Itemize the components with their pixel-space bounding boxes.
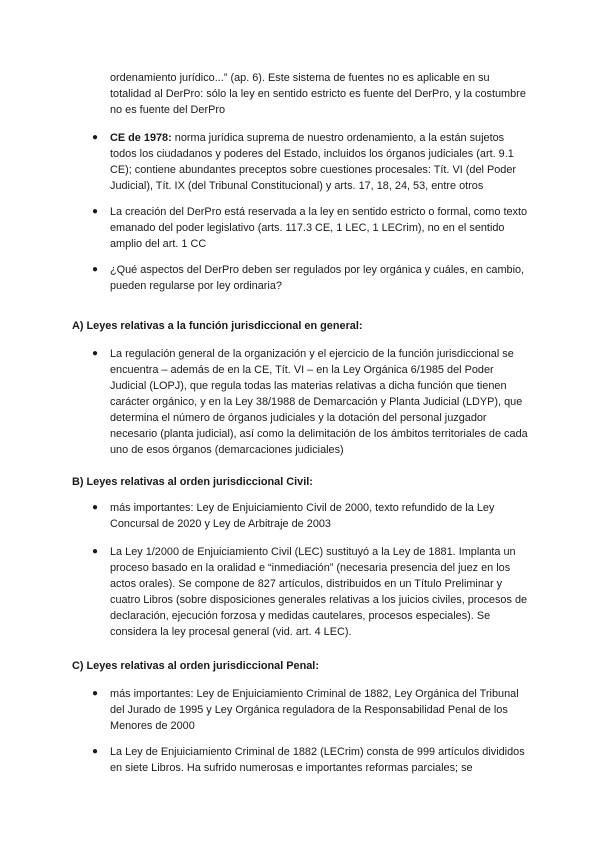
- section-c-bullet-2: La Ley de Enjuiciamiento Criminal de 1882 (LECrim) consta de 999 artículos divididos en siete Libros. Ha sufrido numerosas e importantes reformas parciales; se: [110, 746, 525, 774]
- bullet-reserva-ley: La creación del DerPro está reservada a la ley en sentido estricto o formal, como texto emanado del poder legislativo (arts. 117.3 CE, 1 LEC, 1 LECrim), no en el sentido amplio del art. 1 CC: [110, 206, 528, 250]
- section-b-heading: B) Leyes relativas al orden jurisdiccional Civil:: [72, 476, 313, 488]
- bullet-marker: ●: [92, 688, 99, 699]
- bullet-marker: ●: [92, 502, 99, 513]
- bullet-marker: ●: [92, 206, 99, 217]
- section-a-heading: A) Leyes relativas a la función jurisdiccional en general:: [72, 320, 363, 332]
- section-a-bullet: La regulación general de la organización y el ejercicio de la función jurisdiccional se encuentra – además de en la CE, Tít. VI – en la Ley Orgánica 6/1985 del Poder Judicial (LOPJ), que regula todas las materias relativas a dicha función que tienen carácter orgánico, y en la Ley 38/1988 de Demarcación y Planta Judicial (LDYP), que determina el número de órganos judiciales y la dotación del personal juzgador necesario (planta judicial), así como la delimitación de los ámbitos territoriales de cada uno de esos órganos (demarcaciones judiciales): [110, 348, 528, 456]
- bullet-marker: ●: [92, 264, 99, 275]
- bullet-marker: ●: [92, 132, 99, 143]
- bullet-marker: ●: [92, 546, 99, 557]
- section-b-bullet-1: más importantes: Ley de Enjuiciamiento Civil de 2000, texto refundido de la Ley Concursal de 2020 y Ley de Arbitraje de 2003: [110, 502, 495, 530]
- bullet-pregunta: ¿Qué aspectos del DerPro deben ser regulados por ley orgánica y cuáles, en cambio, pueden regularse por ley ordinaria?: [110, 264, 525, 292]
- bullet-bold-label: CE de 1978:: [110, 132, 172, 144]
- section-b-bullet-2: La Ley 1/2000 de Enjuiciamiento Civil (LEC) sustituyó a la Ley de 1881. Implanta un proceso basado en la oralidad e “inmediación” (necesaria presencia del juez en los actos orales). Se compone de 827 artículos, distribuidos en un Título Preliminar y cuatro Libros (sobre disposiciones generales relativas a los juicios civiles, procesos de declaración, ejecución forzosa y medidas cautelares, procesos especiales). Se considera la ley procesal general (vid. art. 4 LEC).: [110, 546, 528, 638]
- intro-continuation: ordenamiento jurídico...” (ap. 6). Este sistema de fuentes no es aplicable en su totalidad al DerPro: sólo la ley en sentido estricto es fuente del DerPro, y la costumbre no es fuente del DerPro: [110, 72, 526, 116]
- bullet-ce-1978: [110, 130, 530, 194]
- bullet-text: norma jurídica suprema de nuestro ordenamiento, a la están sujetos todos los ciudadanos y poderes del Estado, incluidos los órganos judiciales (art. 9.1 CE); contiene abundantes preceptos sobre cuestiones procesales: Tít. VI (del Poder Judicial), Tít. IX (del Tribunal Constitucional) y arts. 17, 18, 24, 53, entre otros: [110, 132, 517, 192]
- bullet-marker: ●: [92, 746, 99, 757]
- section-c-bullet-1: más importantes: Ley de Enjuiciamiento Criminal de 1882, Ley Orgánica del Tribunal del Jurado de 1995 y Ley Orgánica reguladora de la Responsabilidad Penal de los Menores de 2000: [110, 688, 519, 732]
- bullet-marker: ●: [92, 348, 99, 359]
- section-c-heading: C) Leyes relativas al orden jurisdiccional Penal:: [72, 660, 319, 672]
